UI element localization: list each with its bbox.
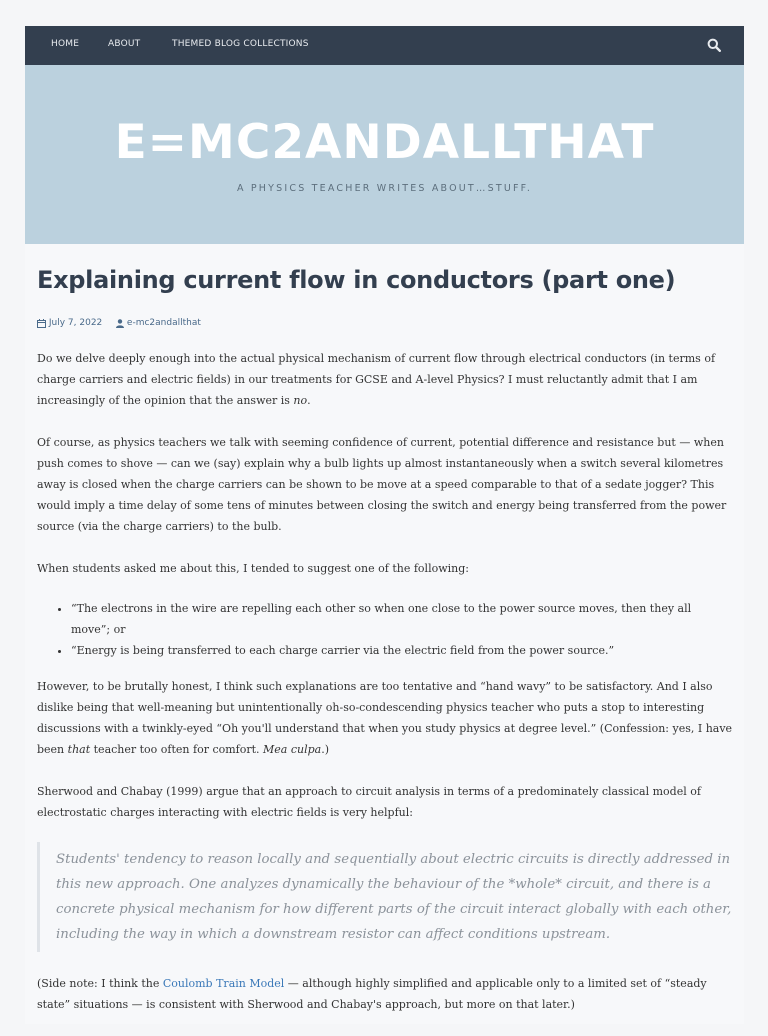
user-icon bbox=[116, 319, 124, 328]
site-title[interactable]: E=MC2ANDALLTHAT bbox=[114, 115, 655, 170]
paragraph-text: — although highly simplified and applicable only to a limited set of “steady state” situations — is consistent with Sherwood and Chabay's approach, but more on that later.) bbox=[37, 977, 707, 1011]
calendar-icon bbox=[37, 319, 46, 328]
paragraph-6 bbox=[37, 973, 733, 1015]
paragraph-text: teacher too often for comfort. bbox=[90, 743, 264, 756]
nav-item-home[interactable]: HOME bbox=[51, 39, 80, 49]
nav-item-themed-blog-collections[interactable]: THEMED BLOG COLLECTIONS bbox=[172, 39, 309, 49]
emphasis-text: Mea culpa bbox=[263, 743, 322, 756]
paragraph-text: . bbox=[307, 394, 311, 407]
post-title: Explaining current flow in conductors (part one) bbox=[37, 266, 676, 294]
paragraph-1 bbox=[37, 348, 733, 411]
paragraph-text: Do we delve deeply enough into the actual physical mechanism of current flow through electrical conductors (in terms of charge carriers and electric fields) in our treatments for GCSE and A-level Physics? I must reluctantly admit that I am increasingly of the opinion that the answer is bbox=[37, 352, 716, 407]
blockquote: Students' tendency to reason locally and sequentially about electric circuits is directly addressed in this new approach. One analyzes dynamically the behaviour of the *whole* circuit, and there is a concrete physical mechanism for how different parts of the circuit interact globally with each other, including the way in which a downstream resistor can affect conditions upstream. bbox=[37, 842, 733, 952]
list-item: • “The electrons in the wire are repelling each other so when one close to the power source moves, then they all move”; or bbox=[71, 598, 733, 640]
nav-item-about[interactable]: ABOUT bbox=[108, 39, 141, 49]
post-meta bbox=[37, 318, 201, 329]
coulomb-train-model-link[interactable]: Coulomb Train Model bbox=[162, 977, 285, 990]
paragraph-text: (Side note: I think the bbox=[37, 977, 163, 990]
article bbox=[25, 244, 744, 1024]
paragraph-text: .) bbox=[321, 743, 330, 756]
paragraph-text: However, to be brutally honest, I think such explanations are too tentative and “hand wavy” to be satisfactory. And I also dislike being that well-meaning but unintentionally oh-so-condescending physics teacher who puts a stop to interesting discussions with a twinkly-eyed “Oh you'll understand that when you study physics at degree level.” (Confession: yes, I have been bbox=[37, 680, 733, 756]
emphasis-text: no bbox=[293, 394, 308, 407]
bullet-list bbox=[37, 598, 733, 661]
paragraph-5: Sherwood and Chabay (1999) argue that an approach to circuit analysis in terms of a predominately classical model of electrostatic charges interacting with electric fields is very helpful: bbox=[37, 785, 701, 819]
post-date[interactable]: July 7, 2022 bbox=[48, 318, 103, 328]
site-tagline: A PHYSICS TEACHER WRITES ABOUT…STUFF. bbox=[236, 183, 533, 194]
top-navigation-bar bbox=[25, 26, 744, 65]
list-item: • “Energy is being transferred to each charge carrier via the electric field from the power source.” bbox=[71, 640, 733, 661]
site-header-banner bbox=[25, 65, 744, 244]
paragraph-3: When students asked me about this, I tended to suggest one of the following: bbox=[37, 562, 469, 575]
emphasis-text: that bbox=[67, 743, 91, 756]
post-author[interactable]: e-mc2andallthat bbox=[126, 318, 201, 328]
paragraph-4 bbox=[37, 676, 733, 760]
paragraph-2: Of course, as physics teachers we talk with seeming confidence of current, potential difference and resistance but — when push comes to shove — can we (say) explain why a bulb lights up almost instantaneously when a switch several kilometres away is closed when the charge carriers can be shown to be move at a speed comparable to that of a sedate jogger? This would imply a time delay of some tens of minutes between closing the switch and energy being transferred from the power source (via the charge carriers) to the bulb. bbox=[37, 436, 727, 533]
search-icon[interactable] bbox=[707, 38, 721, 52]
post-content bbox=[37, 348, 733, 1036]
